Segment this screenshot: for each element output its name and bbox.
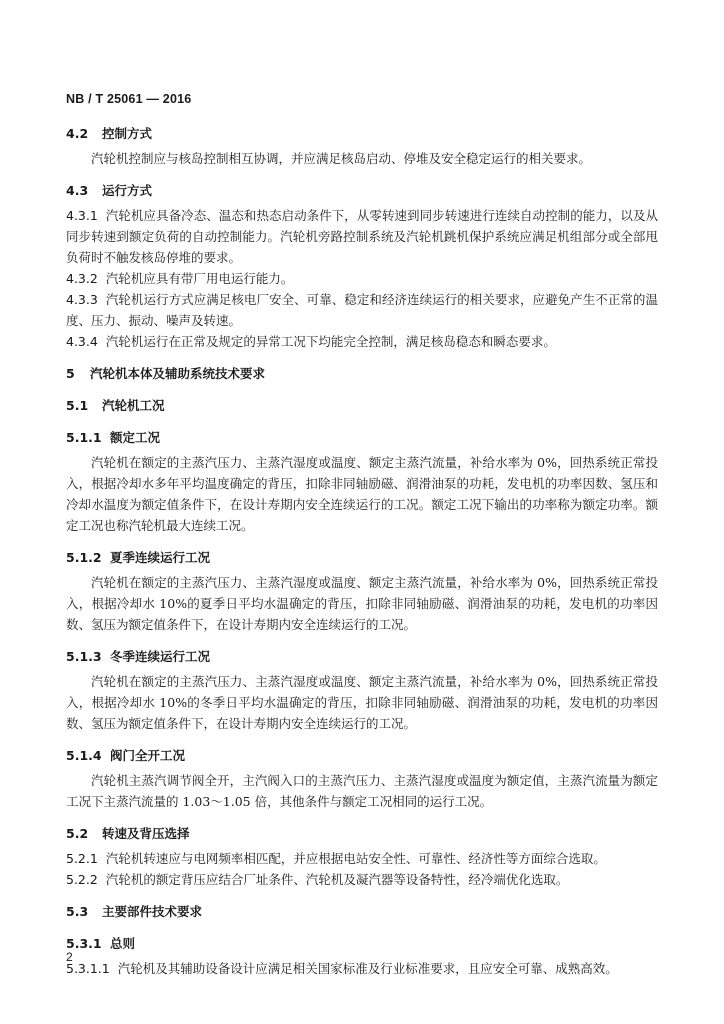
section-heading-5 <box>66 364 658 384</box>
section-number: 5.3 <box>66 904 89 919</box>
clause-5-2-2 <box>66 869 658 890</box>
section-title: 总则 <box>110 936 136 951</box>
section-number: 5.3.1 <box>66 936 102 951</box>
section-heading-5-3-1 <box>66 934 658 954</box>
section-number: 5.1.1 <box>66 430 102 445</box>
section-heading-5-1-3 <box>66 647 658 667</box>
section-title: 冬季连续运行工况 <box>110 649 211 664</box>
section-title: 转速及背压选择 <box>102 826 190 841</box>
paragraph-5-1-2: 汽轮机在额定的主蒸汽压力、主蒸汽湿度或温度、额定主蒸汽流量，补给水率为 0%，回热系统正常投入，根据冷却水 10%的夏季日平均水温确定的背压，扣除非同轴励磁、润滑油泵的功耗，发电机的功率因数、氢压为额定值条件下，在设计寿期内安全连续运行的工况。 <box>66 575 658 632</box>
clause-number: 4.3.3 <box>66 292 98 307</box>
section-heading-5-1-1 <box>66 428 658 448</box>
clause-4-3-3 <box>66 289 658 331</box>
clause-number: 5.2.1 <box>66 851 98 866</box>
clause-text: 汽轮机转速应与电网频率相匹配，并应根据电站安全性、可靠性、经济性等方面综合选取。 <box>105 851 606 866</box>
section-heading-4-3 <box>66 181 658 201</box>
clause-text: 汽轮机运行在正常及规定的异常工况下均能完全控制，满足核岛稳态和瞬态要求。 <box>105 334 556 349</box>
clause-4-3-1 <box>66 205 658 268</box>
paragraph-5-1-1: 汽轮机在额定的主蒸汽压力、主蒸汽湿度或温度、额定主蒸汽流量，补给水率为 0%，回热系统正常投入，根据冷却水多年平均温度确定的背压，扣除非同轴励磁、润滑油泵的功耗，发电机的功率因数、氢压和冷却水温度为额定值条件下，在设计寿期内安全连续运行的工况。额定工况下输出的功率称为额定功率。额定工况也称汽轮机最大连续工况。 <box>66 455 658 533</box>
section-heading-4-2 <box>66 124 658 144</box>
section-title: 阀门全开工况 <box>110 748 186 763</box>
section-number: 5.2 <box>66 826 89 841</box>
document-body <box>66 124 658 979</box>
paragraph-4-2: 汽轮机控制应与核岛控制相互协调，并应满足核岛启动、停堆及安全稳定运行的相关要求。 <box>91 151 592 166</box>
clause-5-3-1-1 <box>66 958 658 979</box>
section-number: 5.1.4 <box>66 748 102 763</box>
clause-number: 4.3.4 <box>66 334 98 349</box>
section-number: 5 <box>66 366 75 381</box>
section-number: 4.2 <box>66 126 89 141</box>
clause-5-2-1 <box>66 848 658 869</box>
paragraph-5-1-4: 汽轮机主蒸汽调节阀全开，主汽阀入口的主蒸汽压力、主蒸汽湿度或温度为额定值，主蒸汽流量为额定工况下主蒸汽流量的 1.03～1.05 倍，其他条件与额定工况相同的运行工况。 <box>66 773 658 809</box>
clause-text: 汽轮机运行方式应满足核电厂安全、可靠、稳定和经济连续运行的相关要求，应避免产生不正常的温度、压力、振动、噪声及转速。 <box>66 292 658 328</box>
page-number: 2 <box>66 950 73 964</box>
clause-number: 5.2.2 <box>66 872 98 887</box>
clause-text: 汽轮机的额定背压应结合厂址条件、汽轮机及凝汽器等设备特性，经冷端优化选取。 <box>105 872 569 887</box>
section-heading-5-3 <box>66 902 658 922</box>
clause-text: 汽轮机应具有带厂用电运行能力。 <box>105 271 294 286</box>
clause-number: 4.3.1 <box>66 208 98 223</box>
section-number: 5.1.3 <box>66 649 102 664</box>
section-heading-5-2 <box>66 824 658 844</box>
section-title: 运行方式 <box>102 183 153 198</box>
section-title: 额定工况 <box>110 430 161 445</box>
section-number: 5.1 <box>66 398 89 413</box>
section-title: 控制方式 <box>102 126 153 141</box>
section-number: 5.1.2 <box>66 550 102 565</box>
section-heading-5-1-2 <box>66 548 658 568</box>
clause-4-3-4 <box>66 331 658 352</box>
section-title: 夏季连续运行工况 <box>110 550 211 565</box>
section-heading-5-1-4 <box>66 746 658 766</box>
section-number: 4.3 <box>66 183 89 198</box>
clause-text: 汽轮机应具备冷态、温态和热态启动条件下，从零转速到同步转速进行连续自动控制的能力，以及从同步转速到额定负荷的自动控制能力。汽轮机旁路控制系统及汽轮机跳机保护系统应满足机组部分或全部甩负荷时不触发核岛停堆的要求。 <box>66 208 658 265</box>
section-title: 主要部件技术要求 <box>102 904 203 919</box>
clause-4-3-2 <box>66 268 658 289</box>
section-title: 汽轮机工况 <box>102 398 165 413</box>
clause-number: 5.3.1.1 <box>66 961 110 976</box>
paragraph-5-1-3: 汽轮机在额定的主蒸汽压力、主蒸汽湿度或温度、额定主蒸汽流量，补给水率为 0%，回热系统正常投入，根据冷却水 10%的冬季日平均水温确定的背压，扣除非同轴励磁、润滑油泵的功耗，发电机的功率因数、氢压为额定值条件下，在设计寿期内安全连续运行的工况。 <box>66 674 658 731</box>
clause-text: 汽轮机及其辅助设备设计应满足相关国家标准及行业标准要求，且应安全可靠、成熟高效。 <box>117 961 618 976</box>
section-title: 汽轮机本体及辅助系统技术要求 <box>90 366 266 381</box>
standard-code-header: NB / T 25061 — 2016 <box>66 92 192 106</box>
clause-number: 4.3.2 <box>66 271 98 286</box>
section-heading-5-1 <box>66 396 658 416</box>
